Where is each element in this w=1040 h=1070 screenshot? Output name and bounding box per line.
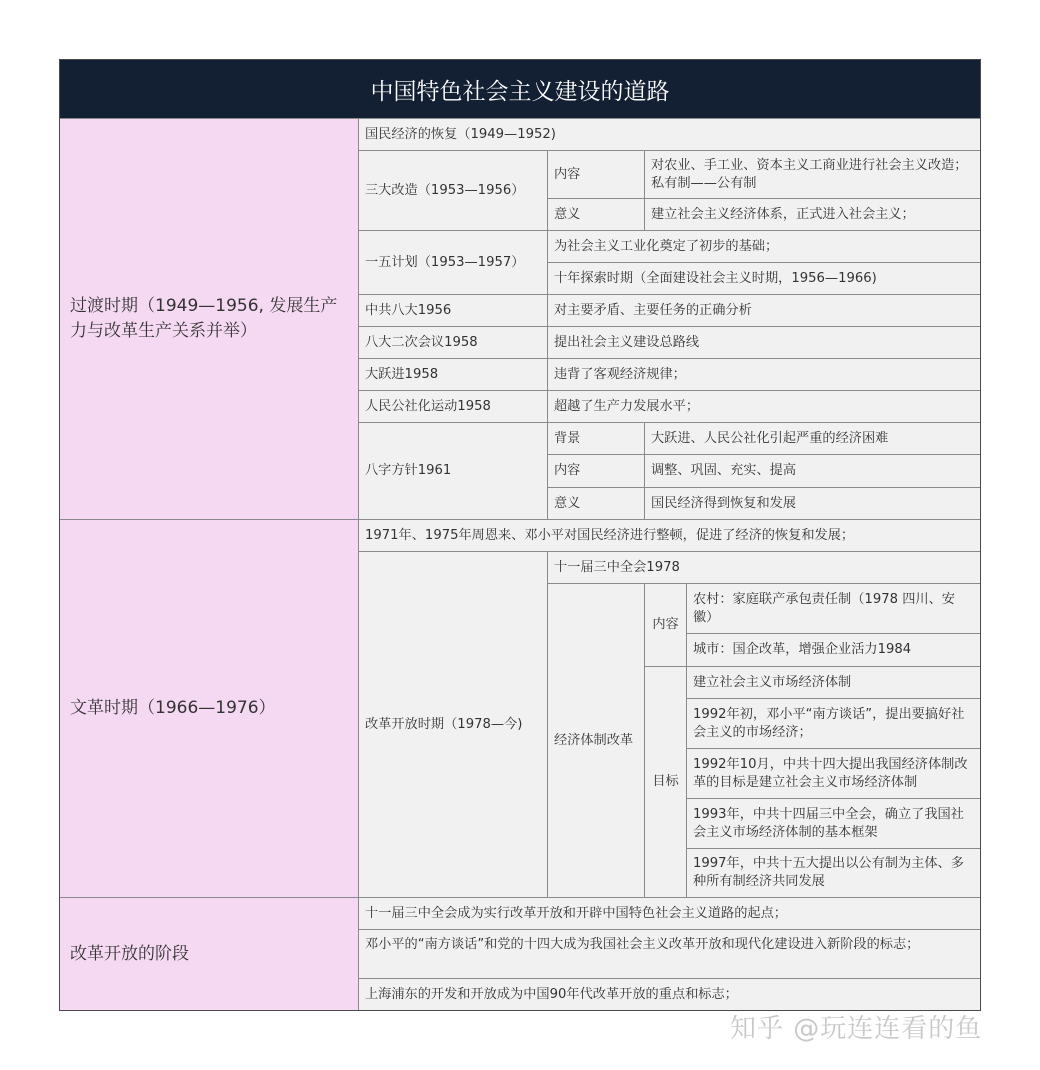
three-reforms-label: 三大改造（1953—1956） [358,150,547,230]
eighth-congress-label: 中共八大1956 [358,294,547,326]
urban-reform: 城市：国企改革，增强企业活力1984 [686,633,980,666]
eight-char-bg-key: 背景 [547,422,644,454]
reform-content-key: 内容 [644,583,686,666]
goal-item: 建立社会主义市场经济体制 [686,666,980,698]
great-leap-value: 违背了客观经济规律； [547,358,980,390]
period-transition: 过渡时期（1949—1956, 发展生产力与改革生产关系并举） [60,118,358,519]
reform-stage-row: 十一届三中全会成为实行改革开放和开辟中国特色社会主义道路的起点； [358,897,980,929]
eight-char-content-key: 内容 [547,454,644,487]
period-reform-stage: 改革开放的阶段 [60,897,358,1010]
five-year-plan-row2: 十年探索时期（全面建设社会主义时期，1956—1966) [547,262,980,294]
goal-item: 1993年，中共十四届三中全会，确立了我国社会主义市场经济体制的基本框架 [686,798,980,848]
goal-item: 1992年10月，中共十四大提出我国经济体制改革的目标是建立社会主义市场经济体制 [686,748,980,798]
three-reforms-meaning-key: 意义 [547,198,644,230]
rectification-cell: 1971年、1975年周恩来、邓小平对国民经济进行整顿，促进了经济的恢复和发展； [358,519,980,551]
five-year-plan-row1: 为社会主义工业化奠定了初步的基础； [547,230,980,262]
second-session-label: 八大二次会议1958 [358,326,547,358]
recovery-cell: 国民经济的恢复（1949—1952) [358,118,980,150]
three-reforms-content-key: 内容 [547,150,644,198]
watermark: 知乎 @玩连连看的鱼 [730,1014,983,1044]
eight-char-content: 调整、巩固、充实、提高 [644,454,980,487]
eight-char-bg: 大跃进、人民公社化引起严重的经济困难 [644,422,980,454]
period-cultural-revolution: 文革时期（1966—1976） [60,519,358,897]
eighth-congress-value: 对主要矛盾、主要任务的正确分析 [547,294,980,326]
goal-item: 1992年初，邓小平“南方谈话”，提出要搞好社会主义的市场经济； [686,698,980,748]
three-reforms-content: 对农业、手工业、资本主义工商业进行社会主义改造；私有制——公有制 [644,150,980,198]
plenum-cell: 十一届三中全会1978 [547,551,980,583]
reform-goal-key: 目标 [644,666,686,897]
reform-stage-row: 邓小平的“南方谈话”和党的十四大成为我国社会主义改革开放和现代化建设进入新阶段的标志； [358,929,980,978]
rural-reform: 农村：家庭联产承包责任制（1978 四川、安徽） [686,583,980,633]
eight-char-label: 八字方针1961 [358,422,547,519]
road-table [59,59,981,1011]
reform-stage-row: 上海浦东的开发和开放成为中国90年代改革开放的重点和标志； [358,978,980,1010]
three-reforms-meaning: 建立社会主义经济体系，正式进入社会主义； [644,198,980,230]
economic-reform-label: 经济体制改革 [547,583,644,897]
second-session-value: 提出社会主义建设总路线 [547,326,980,358]
five-year-plan-label: 一五计划（1953—1957） [358,230,547,294]
eight-char-meaning: 国民经济得到恢复和发展 [644,487,980,519]
table-title: 中国特色社会主义建设的道路 [60,60,980,118]
goal-item: 1997年，中共十五大提出以公有制为主体、多种所有制经济共同发展 [686,848,980,897]
communes-label: 人民公社化运动1958 [358,390,547,422]
reform-period-label: 改革开放时期（1978—今) [358,551,547,897]
eight-char-meaning-key: 意义 [547,487,644,519]
great-leap-label: 大跃进1958 [358,358,547,390]
communes-value: 超越了生产力发展水平； [547,390,980,422]
